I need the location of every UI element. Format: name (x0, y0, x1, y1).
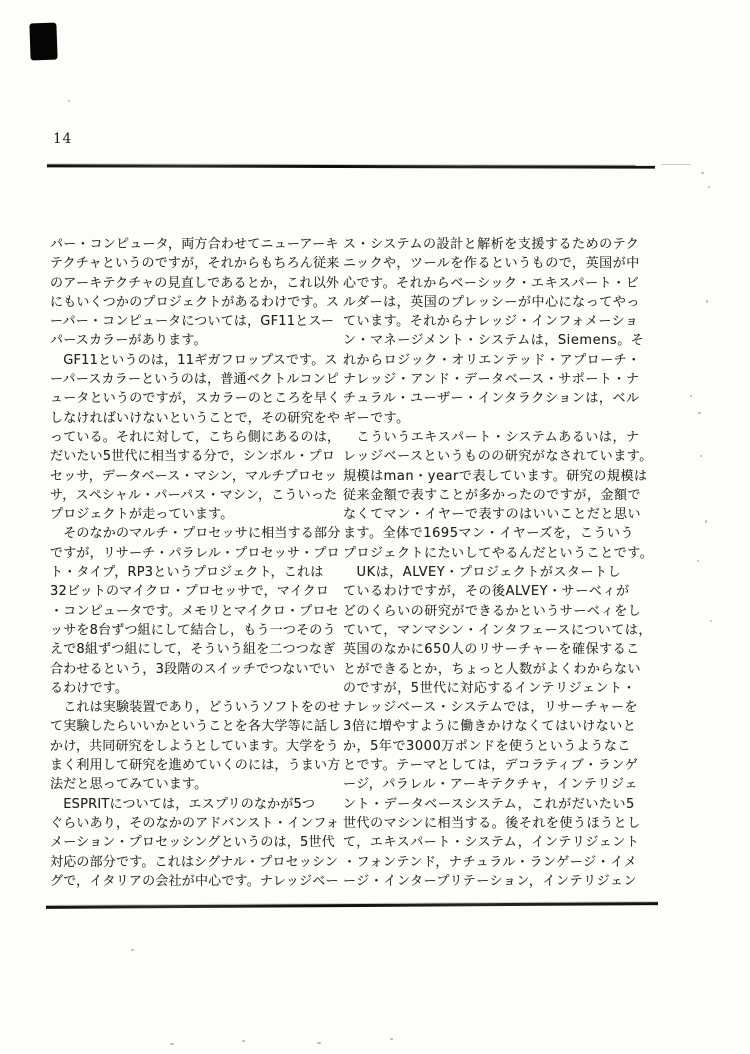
text-line: 規模はman・yearで表しています。研究の規模は (343, 468, 648, 484)
text-line: なくてマン・イヤーで表すのはいいことだと思い (343, 507, 642, 523)
text-line: プロジェクトにたいしてやるんだということです。 (343, 545, 654, 561)
text-line: っている。それに対して，こちら側にあるのは， (50, 429, 341, 445)
text-line: プロジェクトが走っています。 (50, 507, 234, 523)
text-line: そのなかのマルチ・プロセッサに相当する部分 (50, 526, 341, 542)
scan-speck (317, 1042, 321, 1044)
text-line: ーパースカラーというのは，普通ベクトルコンピ (50, 372, 340, 388)
text-line: こういうエキスパート・システムあるいは，ナ (343, 429, 640, 445)
text-line: 従来金額で表すことが多かったのですが，金額で (343, 487, 642, 503)
text-line: ルダーは，英国のプレッシーが中心になってやっ (343, 294, 640, 310)
text-line: 心です。それからベーシック・エキスパート・ビ (343, 275, 640, 291)
text-line: ESPRITについては，エスプリのなかが5つ (50, 796, 316, 812)
scan-speck (698, 412, 701, 414)
text-line: ています。それからナレッジ・インフォメーショ (343, 314, 639, 330)
scan-speck (710, 620, 712, 622)
text-line: しなければいけないということで，その研究をや (50, 410, 341, 426)
scan-speck (131, 949, 134, 951)
text-line: ナレッジベース・システムでは，リサーチャーを (343, 700, 639, 716)
text-line: ていて，マンマシン・インタフェースについては， (343, 622, 652, 638)
text-line: のですが，5世代に対応するインテリジェント・ (343, 680, 637, 696)
text-line: れからロジック・オリエンテッド・アプローチ・ (343, 352, 641, 368)
text-line: 合わせるという，3段階のスイッチでつないでい (50, 661, 336, 677)
text-line: チュラル・ユーザー・インタラクションは，ベル (343, 391, 640, 407)
scan-speck (390, 1038, 393, 1040)
scan-speck (708, 186, 710, 188)
text-line: ニックや，ツールを作るというもので，英国が中 (343, 256, 640, 272)
text-line: 英国のなかに650人のリサーチャーを確保するこ (343, 642, 640, 658)
text-line: ぐらいあり，そのなかのアドバンスト・インフォ (50, 815, 340, 831)
text-line: ス・システムの設計と解析を支援するためのテク (343, 237, 640, 252)
text-line: とです。テーマとしては，デコラティブ・ランゲ (343, 758, 639, 774)
scan-speck (701, 172, 704, 174)
scan-speck (662, 164, 690, 165)
text-line: 32ビットのマイクロ・プロセッサで，マイクロ (50, 584, 330, 600)
footer-rule (46, 902, 658, 909)
text-line: ュータというのですが，スカラーのところを早く (50, 391, 341, 407)
page-number: 14 (53, 131, 73, 147)
text-line: UKは，ALVEY・プロジェクトがスタートし (343, 565, 622, 581)
right-text-column (343, 235, 657, 891)
scan-speck (706, 300, 708, 303)
scan-corner-mark (29, 23, 57, 61)
text-line: これは実験装置であり，どういうソフトをのせ (50, 700, 341, 716)
text-line: セッサ，データベース・マシン，マルチプロセッ (50, 468, 338, 484)
text-line: ですが，リサーチ・パラレル・プロセッサ・プロ (50, 545, 340, 561)
text-line: にもいくつかのプロジェクトがあるわけです。ス (50, 294, 340, 310)
text-line: とができるとか，ちょっと人数がよくわからない (343, 661, 642, 677)
text-line: ッサを8台ずつ組にして結合し，もう一つそのう (50, 622, 336, 638)
text-line: 対応の部分です。これはシグナル・プロセッシン (50, 854, 339, 870)
text-line: ているわけですが，その後ALVEY・サーベィが (343, 584, 630, 600)
text-line: ます。全体で1695マン・イヤーズを，こういう (343, 526, 635, 542)
text-line: かけ，共同研究をしようとしています。大学をう (50, 738, 339, 754)
text-line: ント・データベースシステム，これがだいたい5 (343, 796, 635, 812)
text-line: レッジベースというものの研究がなされています。 (343, 449, 653, 465)
text-line: ギーです。 (343, 410, 410, 426)
text-line: ・コンピュータです。メモリとマイクロ・プロセ (50, 603, 339, 619)
text-line: パー・コンピュータ，両方合わせてニューアーキ (50, 237, 339, 252)
left-text-column (50, 235, 342, 891)
text-line: ・フォンテンド，ナチュラル・ランゲージ・イメ (343, 854, 638, 870)
text-line: 世代のマシンに相当する。後それを使うほうとし (343, 815, 641, 831)
text-line: だいたい5世代に相当する分で，シンボル・プロ (50, 449, 336, 465)
scan-speck (68, 100, 70, 102)
scan-speck (700, 455, 702, 457)
text-line: て実験したらいいかということを各大学等に話し (50, 719, 341, 735)
text-line: えで8組ずつ組にして，そういう組を二つつなぎ (50, 642, 336, 658)
text-line: のアーキテクチャの見直しであるとか，これ以外 (50, 275, 340, 291)
scan-speck (170, 1043, 174, 1045)
text-line: ト・タイプ，RP3というプロジェクト，これは (50, 565, 324, 581)
text-line: GF11というのは，11ギガフロップスです。ス (50, 352, 338, 368)
text-line: テクチャというのですが，それからもちろん従来 (50, 256, 340, 272)
text-line: グで，イタリアの会社が中心です。ナレッジベー (50, 873, 339, 889)
text-line: か，5年で3000万ポンドを使うというようなこ (343, 738, 632, 754)
header-rule (47, 164, 655, 168)
scan-speck (705, 520, 707, 523)
text-line: メーション・プロセッシングというのは，5世代 (50, 835, 335, 851)
text-line: ージ・インタープリテーション，インテリジェン (343, 873, 638, 889)
scan-speck (242, 1040, 245, 1042)
text-line: どのくらいの研究ができるかというサーベィをし (343, 603, 642, 619)
text-line: 3倍に増やすように働きかけなくてはいけないと (343, 719, 637, 735)
text-line: て，エキスパート・システム，インテリジェント (343, 835, 640, 851)
text-line: ージ，パラレル・アーキテクチャ，インテリジェ (343, 777, 638, 793)
text-line: サ，スペシャル・パーパス・マシン，こういった (50, 487, 338, 503)
text-line: 法だと思ってみています。 (50, 777, 208, 793)
text-line: ン・マネージメント・システムは，Siemens。そ (343, 333, 645, 349)
text-line: まく利用して研究を進めていくのには，うまい方 (50, 758, 341, 774)
text-line: パースカラーがあります。 (50, 333, 207, 349)
text-line: ーパー・コンピュータについては，GF11とスー (50, 314, 335, 330)
text-line: るわけです。 (50, 680, 129, 696)
scan-speck (697, 560, 699, 562)
scan-speck (690, 395, 692, 397)
text-line: ナレッジ・アンド・データベース・サポート・ナ (343, 372, 640, 388)
